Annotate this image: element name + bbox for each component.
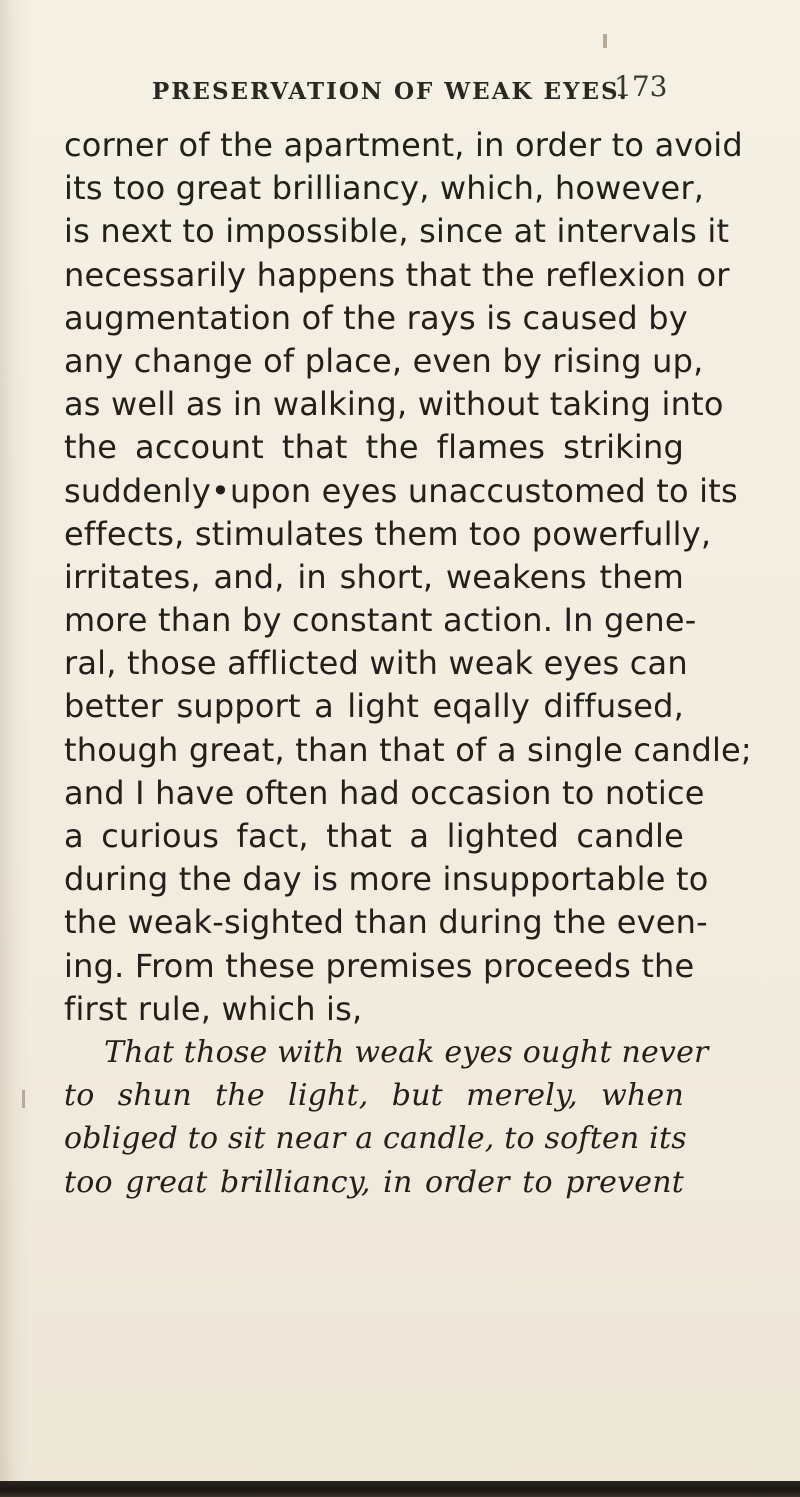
text-line: ing. From these premises proceeds the — [64, 946, 695, 985]
text-line: during the day is more insupportable to — [64, 860, 709, 899]
page-bottom-edge — [0, 1481, 800, 1497]
page-number: 173 — [614, 70, 668, 103]
stray-mark — [22, 1090, 25, 1108]
running-head: PRESERVATION OF WEAK EYES. — [152, 78, 629, 105]
text-line: though great, than that of a single candle; — [64, 730, 752, 769]
text-line: irritates, and, in short, weakens them — [64, 557, 684, 596]
text-line: effects, stimulates them too powerfully, — [64, 514, 712, 553]
italic-text-line: That those with weak eyes ought never — [104, 1034, 709, 1070]
text-line: augmentation of the rays is caused by — [64, 298, 688, 337]
stray-mark — [603, 34, 607, 48]
italic-text-line: too great brilliancy, in order to prevent — [64, 1164, 684, 1200]
text-line: ral, those afflicted with weak eyes can — [64, 644, 688, 683]
text-line: a curious fact, that a lighted candle — [64, 817, 684, 855]
italic-text-line: to shun the light, but merely, when — [64, 1078, 684, 1114]
italic-text-line: obliged to sit near a candle, to soften its — [64, 1121, 687, 1157]
text-line: any change of place, even by rising up, — [64, 341, 704, 380]
text-line: better support a light eqally diffused, — [64, 687, 684, 726]
text-line: necessarily happens that the reflexion or — [64, 255, 730, 294]
text-line: the weak-sighted than during the even- — [64, 903, 708, 942]
text-line: is next to impossible, since at intervals it — [64, 212, 730, 251]
text-line: suddenly•upon eyes unaccustomed to its — [64, 471, 738, 510]
text-line: and I have often had occasion to notice — [64, 773, 705, 812]
text-line: its too great brilliancy, which, however, — [64, 169, 705, 208]
text-line: first rule, which is, — [64, 989, 363, 1028]
text-line: as well as in walking, without taking into — [64, 385, 724, 424]
text-line: more than by constant action. In gene- — [64, 601, 697, 640]
text-line: the account that the flames striking — [64, 428, 684, 467]
text-line: corner of the apartment, in order to avoid — [64, 126, 743, 164]
body-text — [64, 124, 752, 1204]
